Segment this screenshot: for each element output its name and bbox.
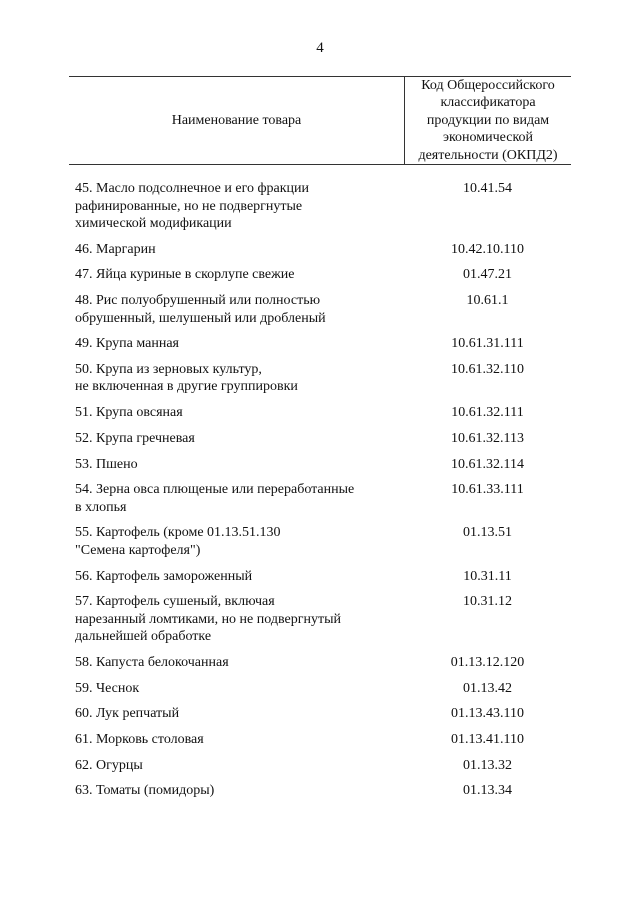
okpd2-code: 10.61.32.114 [451,456,524,472]
table-row [69,404,571,422]
okpd2-code: 10.61.31.111 [451,336,524,352]
table-row [69,568,571,586]
table-row [69,430,571,448]
okpd2-code: 01.13.32 [463,757,512,773]
product-name: 52. Крупа гречневая [75,430,195,446]
table-row [69,680,571,698]
product-name: 61. Морковь столовая [75,732,204,747]
product-name: 57. Картофель сушеный, включая нарезанный ломтиками, но не подвергнутый дальнейшей обработке [75,594,341,645]
header-name: Наименование товара [171,112,302,128]
product-name: 58. Капуста белокочанная [75,654,229,670]
product-name: 55. Картофель (кроме 01.13.51.130 "Семена картофеля") [75,525,281,558]
table-row [69,180,571,233]
product-name: 54. Зерна овса плющеные или переработанные в хлопья [75,482,355,515]
product-name: 60. Лук репчатый [75,706,180,722]
product-name: 50. Крупа из зерновых культур, не включенная в другие группировки [75,361,298,395]
product-name: 56. Картофель замороженный [75,568,253,584]
header-code: Код Общероссийского классификатора продукции по видам экономической деятельности (ОКПД2) [404,77,571,164]
product-name: 53. Пшено [75,456,138,472]
product-name: 59. Чеснок [75,680,140,696]
page-number: 4 [316,40,324,56]
table-row [69,266,571,284]
okpd2-code: 10.42.10.110 [451,241,524,257]
okpd2-code: 01.13.41.110 [451,732,524,747]
product-name: 49. Крупа манная [75,336,179,352]
table-row [69,654,571,672]
table-row [69,782,571,800]
okpd2-code: 01.47.21 [463,267,512,283]
okpd2-code: 10.61.33.111 [451,482,524,498]
table-row [69,524,571,559]
okpd2-code: 01.13.42 [463,680,512,696]
okpd2-code: 10.61.1 [466,293,509,309]
table-row [69,731,571,749]
okpd2-code: 10.31.12 [463,594,512,610]
table-row [69,481,571,516]
product-name: 47. Яйца куриные в скорлупе свежие [75,267,295,283]
table-row [69,335,571,353]
product-name: 48. Рис полуобрушенный или полностью обрушенный, шелушеный или дробленый [75,293,326,326]
okpd2-code: 10.61.32.110 [451,361,524,377]
product-name: 63. Томаты (помидоры) [75,783,215,799]
table-header [69,76,571,165]
okpd2-code: 01.13.12.120 [450,654,525,670]
product-name: 51. Крупа овсяная [75,405,183,421]
table-row [69,593,571,646]
okpd2-code: 01.13.43.110 [451,706,524,722]
okpd2-code: 10.41.54 [463,181,512,196]
product-name: 45. Масло подсолнечное и его фракции рафинированные, но не подвергнутые химической модификации [75,181,310,231]
table-row [69,705,571,723]
table-row [69,292,571,327]
okpd2-code: 01.13.51 [463,525,512,541]
products-table [69,76,571,808]
table-row [69,757,571,775]
table-row [69,241,571,259]
okpd2-code: 10.31.11 [463,568,512,584]
table-row [69,456,571,474]
product-name: 46. Маргарин [75,241,156,257]
okpd2-code: 10.61.32.113 [451,430,524,446]
product-name: 62. Огурцы [75,757,143,773]
table-row [69,361,571,396]
table-body [69,165,571,800]
okpd2-code: 10.61.32.111 [451,405,524,421]
okpd2-code: 01.13.34 [463,783,512,799]
